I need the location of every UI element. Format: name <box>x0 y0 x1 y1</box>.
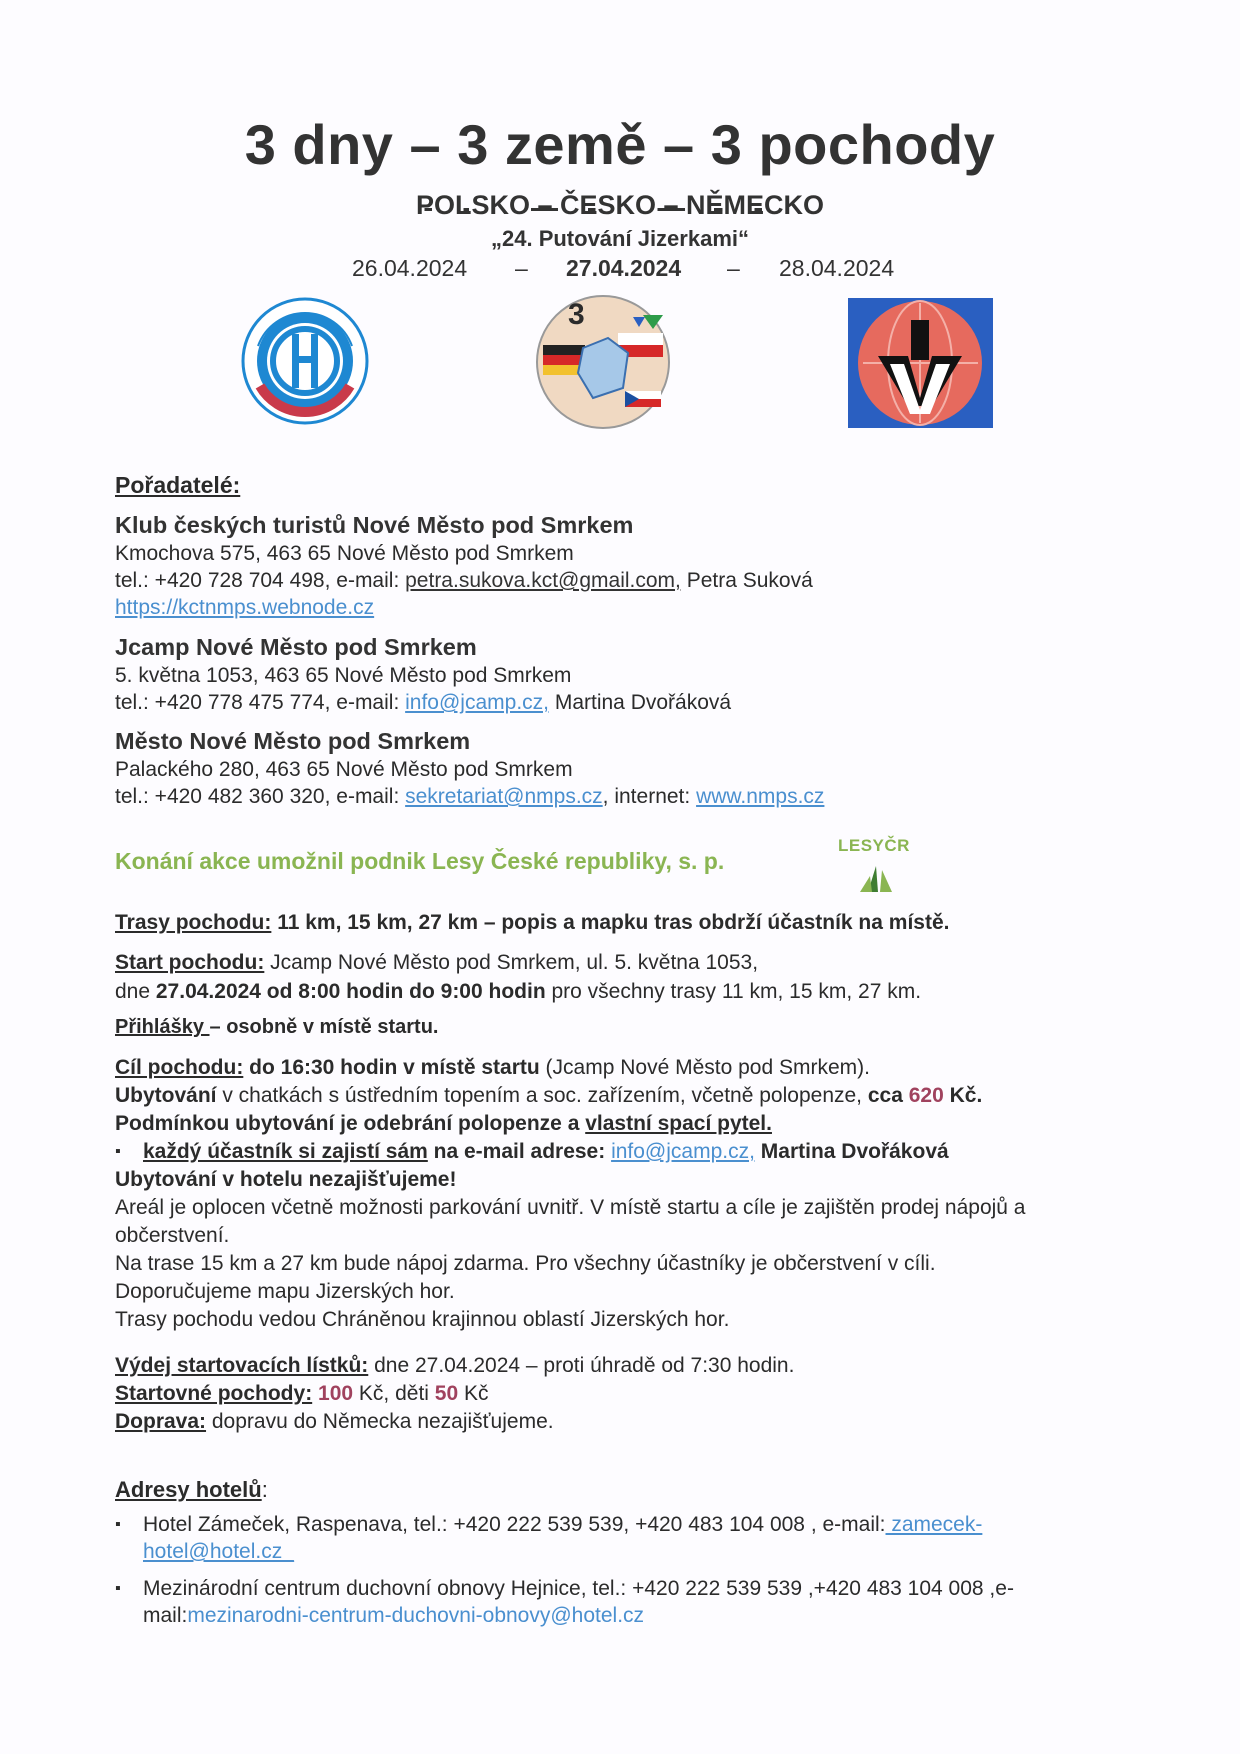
sponsor-note: Konání akce umožnil podnik Lesy České republiky, s. p. <box>115 848 725 874</box>
routes-line: Trasy pochodu: 11 km, 15 km, 27 km – popis a mapku tras obdrží účastník na místě. <box>115 911 950 934</box>
route-info <box>115 908 949 937</box>
three-days-logo-number: 3 <box>568 298 585 331</box>
transport-label: Doprava: <box>115 1410 207 1433</box>
organizers-heading: Pořadatelé: <box>115 472 241 498</box>
countries-subtitle: POLSKO – ČESKO – NĚMECKO <box>415 190 825 220</box>
accommodation-price: 620 <box>908 1084 944 1107</box>
organizer-contact: tel.: +420 778 475 774, e-mail: info@jcamp.cz, Martina Dvořáková <box>115 691 732 714</box>
organizer-address: Palackého 280, 463 65 Nové Město pod Smrkem <box>115 758 573 781</box>
organizer-name: Město Nové Město pod Smrkem <box>115 728 471 754</box>
hotels-section: Adresy hotelů: ▪ Hotel Zámeček, Raspenava, tel.: +420 222 539 539, +420 483 104 008 , e-mail: zamecek- hotel@hotel.cz_ ▪ Mezinárodní centrum duchovní obnovy Hejnice, tel.: +420 222 539 539 ,+420 483 104 008 ,e- mail:mezinarodni-centrum-duchovni-obnovy@hotel.cz <box>115 1476 1103 1629</box>
three-days-logo <box>533 293 673 431</box>
booking-note: ▪ každý účastník si zajistí sám na e-mail adrese: info@jcamp.cz, Martina Dvořáková <box>115 1138 1026 1166</box>
date-separator: – <box>727 255 740 281</box>
website-link[interactable]: www.nmps.cz <box>696 785 825 808</box>
routes-label: Trasy pochodu: <box>115 911 272 934</box>
email-link[interactable]: zamecek- <box>885 1513 983 1536</box>
email-link[interactable]: sekretariat@nmps.cz <box>405 785 603 808</box>
hotel-item: ▪ Hotel Zámeček, Raspenava, tel.: +420 222 539 539, +420 483 104 008 , e-mail: zamecek- hotel@hotel.cz_ <box>115 1511 1103 1565</box>
tree-icon <box>856 862 896 896</box>
date-3: 28.04.2024 <box>779 255 895 281</box>
email-link[interactable]: petra.sukova.kct@gmail.com, <box>405 569 681 592</box>
organizer-contact: tel.: +420 728 704 498, e-mail: petra.sukova.kct@gmail.com, Petra Suková <box>115 569 813 592</box>
registration-info: Přihlášky – osobně v místě startu. <box>115 1016 439 1038</box>
ticket-issue-label: Výdej startovacích lístků: <box>115 1354 369 1377</box>
date-separator: – <box>515 255 528 281</box>
hotel-item: ▪ Mezinárodní centrum duchovní obnovy Hejnice, tel.: +420 222 539 539 ,+420 483 104 008 ,e- mail:mezinarodni-centrum-duchovni-obnovy@hotel.cz <box>115 1575 1103 1629</box>
page-title: 3 dny – 3 země – 3 pochody <box>244 113 996 176</box>
organizer-name: Jcamp Nové Město pod Smrkem <box>115 634 477 660</box>
organizer-city <box>115 728 824 810</box>
start-info: Start pochodu: Jcamp Nové Město pod Smrkem, ul. 5. května 1053, dne 27.04.2024 od 8:00 hodin do 9:00 hodin pro všechny trasy 11 km, 15 km, 27 km. <box>115 951 922 1003</box>
email-link[interactable]: info@jcamp.cz, <box>611 1140 755 1163</box>
organizer-name: Klub českých turistů Nové Město pod Smrkem <box>115 512 634 538</box>
child-fee: 50 <box>434 1382 459 1405</box>
lesy-cr-logo-text: LESYČR <box>838 836 910 855</box>
email-link[interactable]: hotel@hotel.cz_ <box>143 1540 294 1563</box>
start-fee-label: Startovné pochody: <box>115 1382 313 1405</box>
start-label: Start pochodu: <box>115 951 265 974</box>
organizers-section <box>115 472 240 499</box>
website-link[interactable]: https://kctnmps.webnode.cz <box>115 596 375 619</box>
organizer-contact: tel.: +420 482 360 320, e-mail: sekretariat@nmps.cz, internet: www.nmps.cz <box>115 785 825 808</box>
finish-label: Cíl pochodu: <box>115 1056 244 1079</box>
email-link[interactable]: info@jcamp.cz, <box>405 691 549 714</box>
kct-logo <box>240 296 370 426</box>
organizer-address: Kmochova 575, 463 65 Nové Město pod Smrkem <box>115 542 574 565</box>
fees-section: Výdej startovacích lístků: dne 27.04.2024 – proti úhradě od 7:30 hodin. Startovné pochody: 100 Kč, děti 50 Kč Doprava: dopravu do Německa nezajišťujeme. <box>115 1354 795 1433</box>
organizer-kct <box>115 512 813 621</box>
finish-and-accommodation: Cíl pochodu: do 16:30 hodin v místě startu (Jcamp Nové Město pod Smrkem). Ubytování v chatkách s ústředním topením a soc. zařízením, včetně polopenze, cca 620 Kč. Podmínkou ubytování je odebrání polopenze a vlastní spací pytel. ▪ každý účastník si zajistí sám na e-mail adrese: info@jcamp.cz, Martina Dvořáková Ubytování v hotelu nezajišťujeme! Areál je oplocen včetně možnosti parkování uvnitř. V místě startu a cíle je zajištěn prodej nápojů a občerstvení. Na trase 15 km a 27 km bude nápoj zdarma. Pro všechny účastníky je občerstvení v cíli. Doporučujeme mapu Jizerských hor. Trasy pochodu vedou Chráněnou krajinnou oblastí Jizerských hor. <box>115 1054 1026 1334</box>
event-name: „24. Putování Jizerkami“ <box>491 226 749 251</box>
date-2: 27.04.2024 <box>566 255 682 281</box>
email-link[interactable]: mezinarodni-centrum-duchovni-obnovy@hotel.cz <box>187 1604 645 1627</box>
adult-fee: 100 <box>318 1382 354 1405</box>
ivv-logo <box>848 298 993 428</box>
organizer-address: 5. května 1053, 463 65 Nové Město pod Smrkem <box>115 664 572 687</box>
lesy-cr-logo <box>838 836 918 902</box>
organizer-jcamp <box>115 634 731 716</box>
date-1: 26.04.2024 <box>352 255 468 281</box>
hotels-heading: Adresy hotelů <box>115 1477 262 1502</box>
